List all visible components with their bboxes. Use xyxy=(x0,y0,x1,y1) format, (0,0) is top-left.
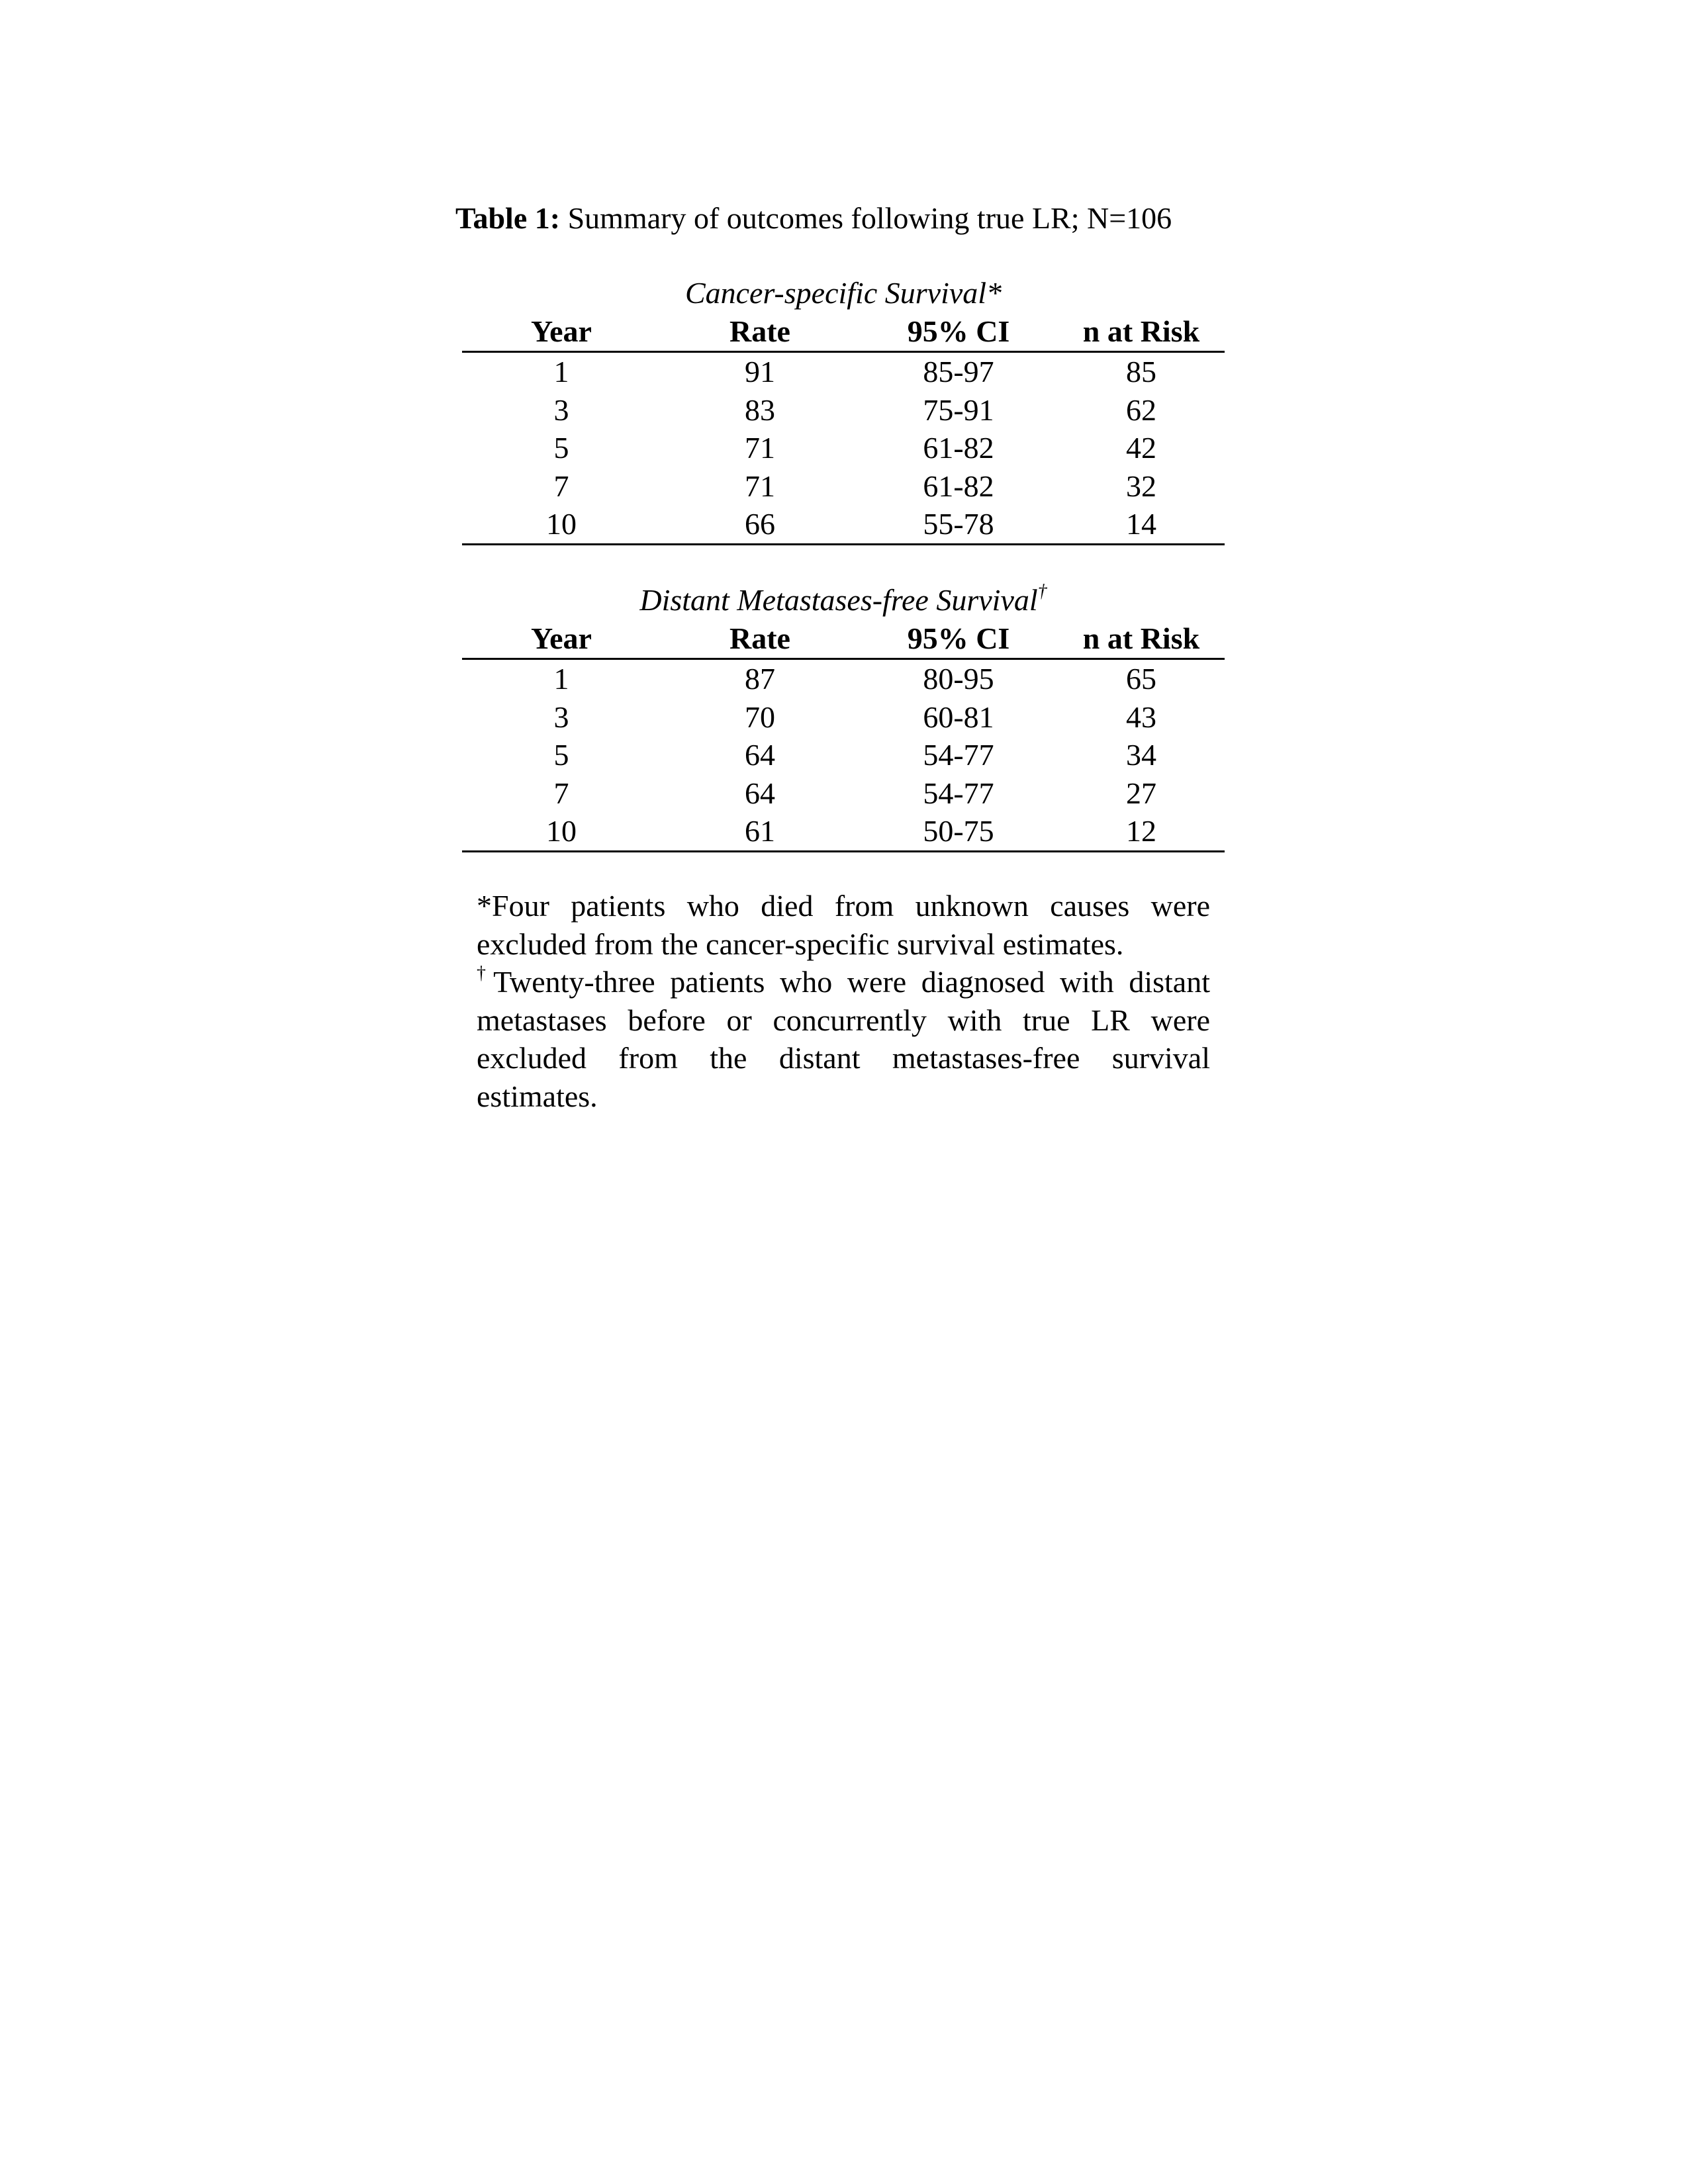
cell-ci: 75-91 xyxy=(923,392,994,427)
survival-table xyxy=(462,312,1225,545)
table-caption xyxy=(455,197,1172,240)
cell-year: 1 xyxy=(553,662,569,696)
column-header-n-at-risk: n at Risk xyxy=(1058,312,1225,352)
cell-rate: 61 xyxy=(661,812,859,851)
cell-ci: 85-97 xyxy=(923,355,994,388)
footnote-distant-metastases xyxy=(477,963,1210,1115)
header-row xyxy=(462,619,1225,659)
cell-n-at-risk: 32 xyxy=(1126,469,1156,503)
cell-n-at-risk: 65 xyxy=(1126,662,1156,696)
header-row xyxy=(462,312,1225,352)
section-title-text: Cancer-specific Survival* xyxy=(684,276,1002,310)
cell-rate: 83 xyxy=(745,392,775,427)
table-row xyxy=(462,736,1225,774)
cell-rate: 66 xyxy=(661,505,859,544)
column-header-year: Year xyxy=(462,312,661,352)
cell-year: 5 xyxy=(553,738,569,772)
cell-rate: 71 xyxy=(745,469,775,503)
table-row xyxy=(462,698,1225,737)
cell-year: 3 xyxy=(553,392,569,427)
table-row xyxy=(462,467,1225,506)
cell-ci: 55-78 xyxy=(859,505,1058,544)
dagger-mark: † xyxy=(477,963,494,984)
cell-n-at-risk: 85 xyxy=(1126,355,1156,388)
cell-n-at-risk: 42 xyxy=(1126,431,1156,465)
cell-year: 10 xyxy=(462,812,661,851)
section-title xyxy=(462,274,1225,312)
cell-rate: 70 xyxy=(745,700,775,734)
column-header-ci: 95% CI xyxy=(859,312,1058,352)
column-header-n-at-risk: n at Risk xyxy=(1058,619,1225,659)
cell-rate: 91 xyxy=(745,355,775,388)
footnotes xyxy=(477,887,1210,1116)
cell-ci: 54-77 xyxy=(923,738,994,772)
cell-year: 7 xyxy=(553,469,569,503)
table-row xyxy=(462,352,1225,391)
section-cancer-specific-survival xyxy=(462,274,1225,545)
table-row xyxy=(462,505,1225,544)
table-row xyxy=(462,774,1225,813)
table-row xyxy=(462,659,1225,698)
table-caption-text: Summary of outcomes following true LR; N=106 xyxy=(560,201,1172,235)
cell-year: 5 xyxy=(553,431,569,465)
table-row xyxy=(462,391,1225,430)
cell-rate: 64 xyxy=(745,738,775,772)
column-header-year: Year xyxy=(462,619,661,659)
cell-year: 3 xyxy=(553,700,569,734)
cell-rate: 64 xyxy=(745,776,775,810)
column-header-rate: Rate xyxy=(661,619,859,659)
section-distant-metastases-free-survival xyxy=(462,581,1225,852)
cell-year: 1 xyxy=(553,355,569,388)
column-header-rate: Rate xyxy=(661,312,859,352)
cell-ci: 61-82 xyxy=(923,431,994,465)
cell-ci: 80-95 xyxy=(923,662,994,696)
cell-ci: 60-81 xyxy=(923,700,994,734)
table-row xyxy=(462,429,1225,467)
cell-ci: 61-82 xyxy=(923,469,994,503)
cell-year: 7 xyxy=(553,776,569,810)
cell-n-at-risk: 34 xyxy=(1126,738,1156,772)
footnote-cancer-specific xyxy=(477,887,1210,963)
cell-n-at-risk: 27 xyxy=(1126,776,1156,810)
cell-n-at-risk: 43 xyxy=(1126,700,1156,734)
cell-rate: 87 xyxy=(745,662,775,696)
footnote-text: *Four patients who died from unknown causes were excluded from the cancer-specific survival estimates. xyxy=(477,889,1210,961)
section-title-text: Distant Metastases-free Survival xyxy=(639,583,1038,617)
survival-table xyxy=(462,619,1225,852)
table-caption-label: Table 1: xyxy=(455,201,561,235)
cell-n-at-risk: 12 xyxy=(1058,812,1225,851)
cell-n-at-risk: 14 xyxy=(1058,505,1225,544)
cell-ci: 54-77 xyxy=(923,776,994,810)
cell-ci: 50-75 xyxy=(859,812,1058,851)
cell-rate: 71 xyxy=(745,431,775,465)
table-row xyxy=(462,812,1225,851)
section-title xyxy=(462,581,1225,619)
footnote-text: Twenty-three patients who were diagnosed with distant metastases before or concurrently with true LR were excluded from the distant metastases-free survival estimates. xyxy=(477,965,1210,1113)
cell-year: 10 xyxy=(462,505,661,544)
cell-n-at-risk: 62 xyxy=(1126,392,1156,427)
dagger-mark: † xyxy=(1037,581,1047,602)
column-header-ci: 95% CI xyxy=(859,619,1058,659)
